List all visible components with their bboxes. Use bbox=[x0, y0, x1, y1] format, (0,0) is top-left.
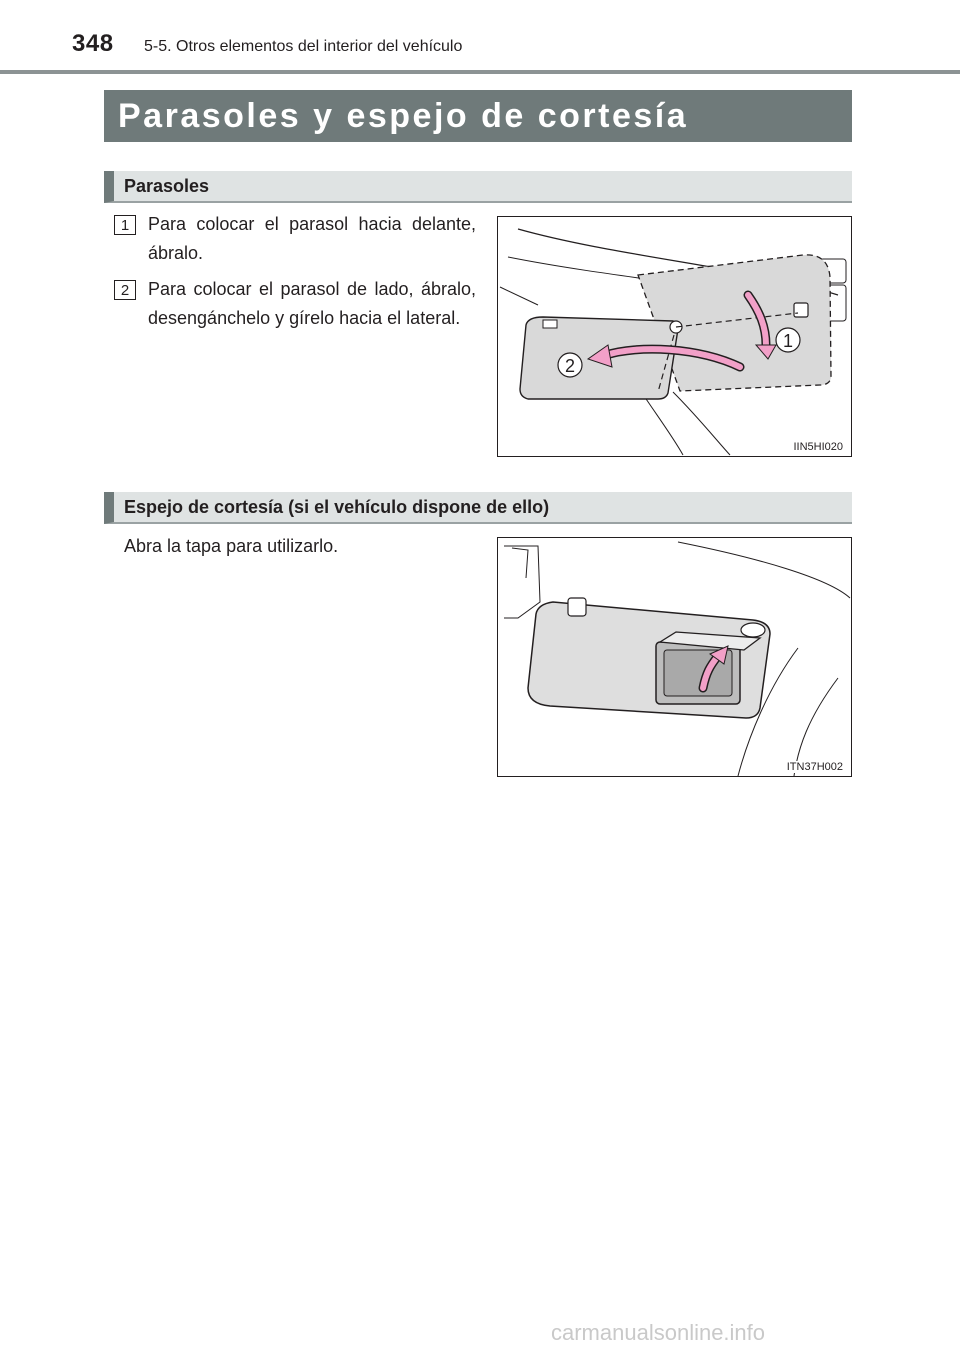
step-number-badge: 2 bbox=[114, 280, 136, 300]
vanity-mirror-drawing bbox=[498, 538, 851, 776]
sun-visor-drawing bbox=[498, 217, 851, 456]
step-number-badge: 1 bbox=[114, 215, 136, 235]
watermark: carmanualsonline.info bbox=[551, 1320, 766, 1345]
step-text: Para colocar el parasol de lado, ábralo, desengánchelo y gírelo hacia el lateral. bbox=[148, 279, 476, 328]
figure-code: IIN5HI020 bbox=[793, 441, 843, 453]
vanity-mirror-instruction: Abra la tapa para utilizarlo. bbox=[124, 536, 339, 556]
step-text: Para colocar el parasol hacia delante, ábralo. bbox=[148, 214, 476, 263]
callout-2: 2 bbox=[564, 356, 576, 376]
sun-visor-illustration bbox=[497, 216, 852, 457]
running-header: 5-5. Otros elementos del interior del vehículo bbox=[144, 38, 463, 55]
figure-code: ITN37H002 bbox=[786, 761, 843, 773]
section-title: Parasoles y espejo de cortesía bbox=[104, 90, 852, 142]
step-2 bbox=[114, 275, 476, 333]
vanity-mirror-illustration bbox=[497, 537, 852, 777]
callout-1: 1 bbox=[782, 331, 794, 351]
header-divider bbox=[0, 70, 960, 74]
page-number: 348 bbox=[72, 30, 114, 57]
subheading-sun-visors: Parasoles bbox=[104, 171, 852, 203]
step-1 bbox=[114, 210, 476, 268]
subheading-vanity-mirror: Espejo de cortesía (si el vehículo dispone de ello) bbox=[104, 492, 852, 524]
